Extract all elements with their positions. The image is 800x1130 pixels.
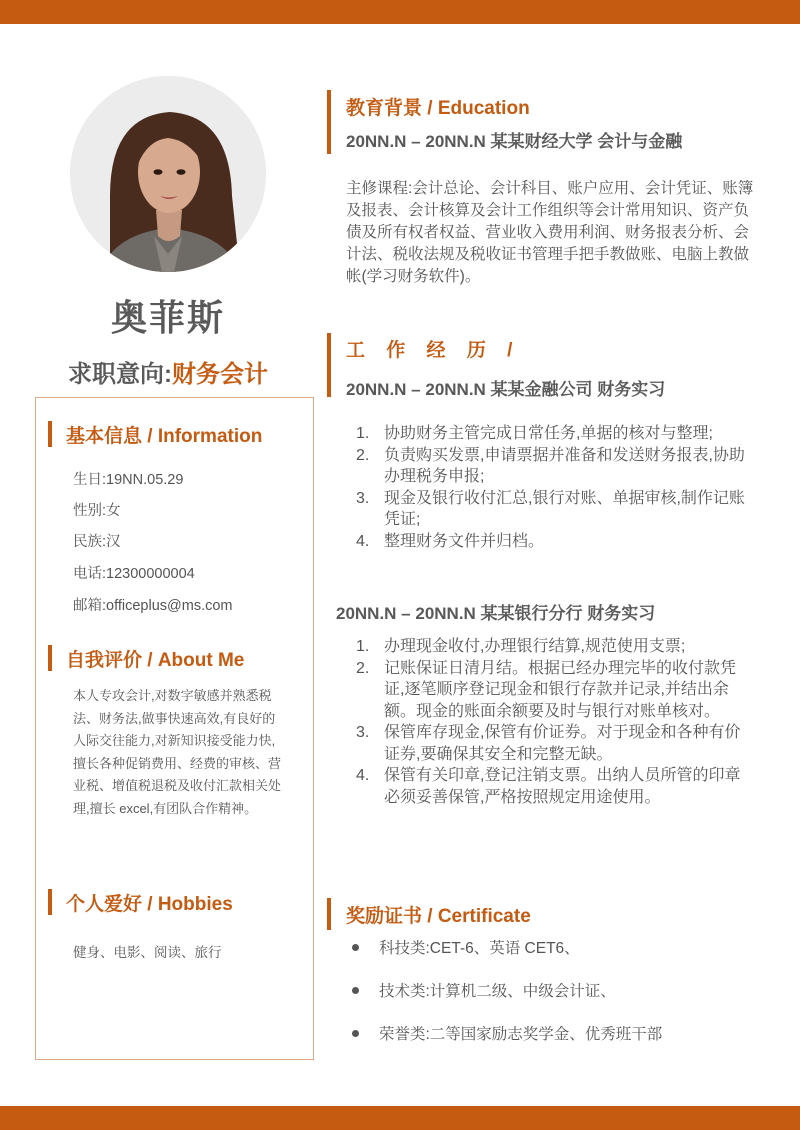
work-job-2-duties (356, 636, 756, 808)
bullet-icon (352, 987, 359, 994)
education-marker-extension (327, 118, 331, 154)
hobbies-heading (48, 889, 233, 915)
list-item: 4. 整理财务文件并归档。 (356, 532, 545, 550)
list-item: 1. 协助财务主管完成日常任务,单据的核对与整理; (356, 425, 713, 442)
work-job-1-duties (356, 423, 756, 552)
certificate-item-honor: 荣誉类:二等国家励志奖学金、优秀班干部 (352, 1022, 662, 1044)
work-job-2-line: 20NN.N – 20NN.N 某某银行分行 财务实习 (336, 604, 656, 623)
hobbies-text: 健身、电影、阅读、旅行 (73, 945, 222, 960)
about-heading (48, 645, 244, 671)
top-accent-bar (0, 0, 800, 24)
info-ethnicity: 民族:汉 (73, 534, 121, 550)
info-phone: 电话:12300000004 (73, 566, 195, 582)
list-item: 3. 保管库存现金,保管有价证券。对于现金和各种有价证券,要确保其安全和完整无缺。 (356, 724, 741, 763)
about-heading-text: 自我评价 / About Me (66, 649, 245, 671)
education-heading-text: 教育背景 / Education (346, 97, 530, 119)
job-intent-value: 财务会计 (172, 361, 268, 388)
info-heading-text: 基本信息 / Information (66, 425, 263, 447)
about-text: 本人专攻会计,对数字敏感并熟悉税法、财务法,做事快速高效,有良好的人际交往能力,对新知识接受能力快,擅长各种促销费用、经费的审核、营业税、增值税退税及收付汇款相关处理,擅长 excel,有团队合作精神。 (73, 688, 282, 816)
certificate-item-skill: 技术类:计算机二级、中级会计证、 (352, 979, 616, 1001)
education-line: 20NN.N – 20NN.N 某某财经大学 会计与金融 (346, 132, 683, 151)
info-birthday: 生日:19NN.05.29 (73, 472, 184, 488)
hobbies-heading-text: 个人爱好 / Hobbies (66, 893, 233, 915)
work-heading-text: 工 作 经 历 / (346, 340, 521, 361)
profile-photo (70, 76, 266, 272)
list-item: 2. 记账保证日清月结。根据已经办理完毕的收付款凭证,逐笔顺序登记现金和银行存款并记录,并结出余额。现金的账面余额要及时与银行对账单核对。 (356, 659, 737, 720)
section-marker (327, 898, 331, 930)
list-item: 1. 办理现金收付,办理银行结算,规范使用支票; (356, 638, 686, 655)
portrait-illustration (70, 76, 266, 272)
education-heading (327, 90, 530, 122)
bullet-icon (352, 1030, 359, 1037)
bullet-icon (352, 944, 359, 951)
section-marker (48, 421, 52, 447)
section-marker (327, 333, 331, 397)
list-item: 2. 负责购买发票,申请票据并准备和发送财务报表,协助办理税务申报; (356, 446, 745, 485)
job-intent-label: 求职意向: (68, 361, 172, 388)
section-marker (48, 889, 52, 915)
work-job-1-line: 20NN.N – 20NN.N 某某金融公司 财务实习 (346, 380, 666, 399)
section-marker (48, 645, 52, 671)
certificate-heading-text: 奖励证书 / Certificate (346, 905, 531, 927)
job-intent (0, 354, 336, 389)
info-gender: 性别:女 (73, 503, 121, 519)
bottom-accent-bar (0, 1106, 800, 1130)
certificate-heading (327, 898, 531, 930)
info-email: 邮箱:officeplus@ms.com (73, 598, 233, 614)
list-item: 3. 现金及银行收付汇总,银行对账、单据审核,制作记账凭证; (356, 489, 745, 528)
info-heading (48, 421, 262, 447)
education-description: 主修课程:会计总论、会计科目、账户应用、会计凭证、账簿及报表、会计核算及会计工作组织等会计常用知识、资产负债及所有权者权益、营业收入费用利润、财务报表分析、会计法、税收法规及税收证书管理手把手教做账、电脑上教做帐(学习财务软件)。 (346, 180, 754, 285)
list-item: 4. 保管有关印章,登记注销支票。出纳人员所管的印章必须妥善保管,严格按照规定用途使用。 (356, 767, 741, 806)
certificate-item-tech: 科技类:CET-6、英语 CET6、 (352, 936, 580, 958)
candidate-name: 奥菲斯 (110, 297, 225, 338)
